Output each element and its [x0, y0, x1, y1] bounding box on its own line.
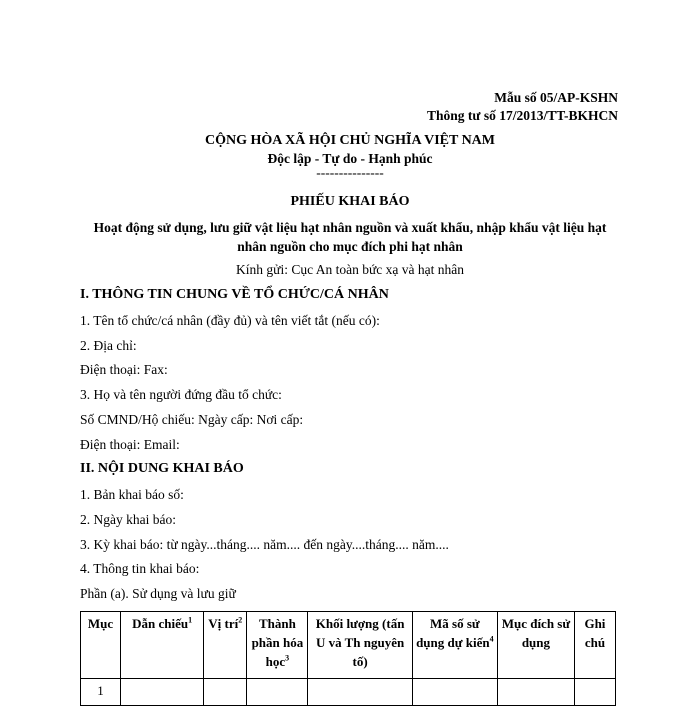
table-cell-chemical-composition: [247, 679, 308, 706]
form-number: Mẫu số 05/AP-KSHN: [494, 90, 618, 105]
head-of-org-line: 3. Họ và tên người đứng đầu tổ chức:: [80, 387, 282, 402]
column-header-purpose: Mục đích sử dụng: [498, 612, 575, 679]
document-subtitle-line-1: Hoạt động sử dụng, lưu giữ vật liệu hạt nhân nguồn và xuất khẩu, nhập khẩu vật liệu hạt: [93, 220, 607, 235]
column-header-item: Mục: [81, 612, 121, 679]
table-cell-intended-use-code: [412, 679, 497, 706]
phone-fax-line: Điện thoại: Fax:: [80, 362, 168, 377]
national-motto: Độc lập - Tự do - Hạnh phúc: [267, 151, 433, 166]
declaration-info-line: 4. Thông tin khai báo:: [80, 561, 200, 576]
column-header-reference: Dẫn chiếu$^1$: [121, 612, 204, 679]
table-cell-mass: [308, 679, 412, 706]
circular-reference: Thông tư số 17/2013/TT-BKHCN: [426, 108, 618, 123]
document-title: PHIẾU KHAI BÁO: [290, 194, 410, 209]
column-header-chemical-composition: Thành phần hóa học$^3$: [247, 612, 308, 679]
column-header-intended-use-code: Mã số sử dụng dự kiến$^4$: [412, 612, 497, 679]
column-header-notes: Ghi chú: [574, 612, 615, 679]
phone-email-line: Điện thoại: Email:: [80, 437, 180, 452]
motto-separator: ---------------: [316, 165, 384, 180]
table-cell-location: [204, 679, 247, 706]
column-header-mass: Khối lượng (tấn U và Th nguyên tố): [308, 612, 412, 679]
id-card-line: Số CMND/Hộ chiếu: Ngày cấp: Nơi cấp:: [80, 412, 304, 427]
table-row: [81, 679, 616, 706]
org-name-line: 1. Tên tổ chức/cá nhân (đầy đủ) và tên viết tắt (nếu có):: [80, 313, 380, 328]
national-title: CỘNG HÒA XÃ HỘI CHỦ NGHĨA VIỆT NAM: [204, 133, 495, 148]
address-line: 2. Địa chỉ:: [80, 338, 137, 353]
declaration-table: [80, 611, 616, 706]
section-1-heading: I. THÔNG TIN CHUNG VỀ TỔ CHỨC/CÁ NHÂN: [80, 287, 389, 302]
table-cell-notes: [574, 679, 615, 706]
recipient-line: Kính gửi: Cục An toàn bức xạ và hạt nhân: [236, 262, 464, 277]
declaration-number-line: 1. Bản khai báo số:: [80, 487, 184, 502]
section-2-heading: II. NỘI DUNG KHAI BÁO: [80, 461, 244, 476]
table-cell-purpose: [498, 679, 575, 706]
column-header-location: Vị trí$^2$: [204, 612, 247, 679]
table-cell-reference: [121, 679, 204, 706]
document-subtitle-line-2: nhân nguồn cho mục đích phi hạt nhân: [237, 239, 463, 254]
table-header-row: [81, 612, 616, 679]
declaration-date-line: 2. Ngày khai báo:: [80, 512, 176, 527]
table-cell-item: 1: [81, 679, 121, 706]
part-a-label: Phần (a). Sử dụng và lưu giữ: [80, 586, 236, 601]
declaration-period-line: 3. Kỳ khai báo: từ ngày...tháng.... năm.... đến ngày....tháng.... năm....: [80, 537, 449, 552]
